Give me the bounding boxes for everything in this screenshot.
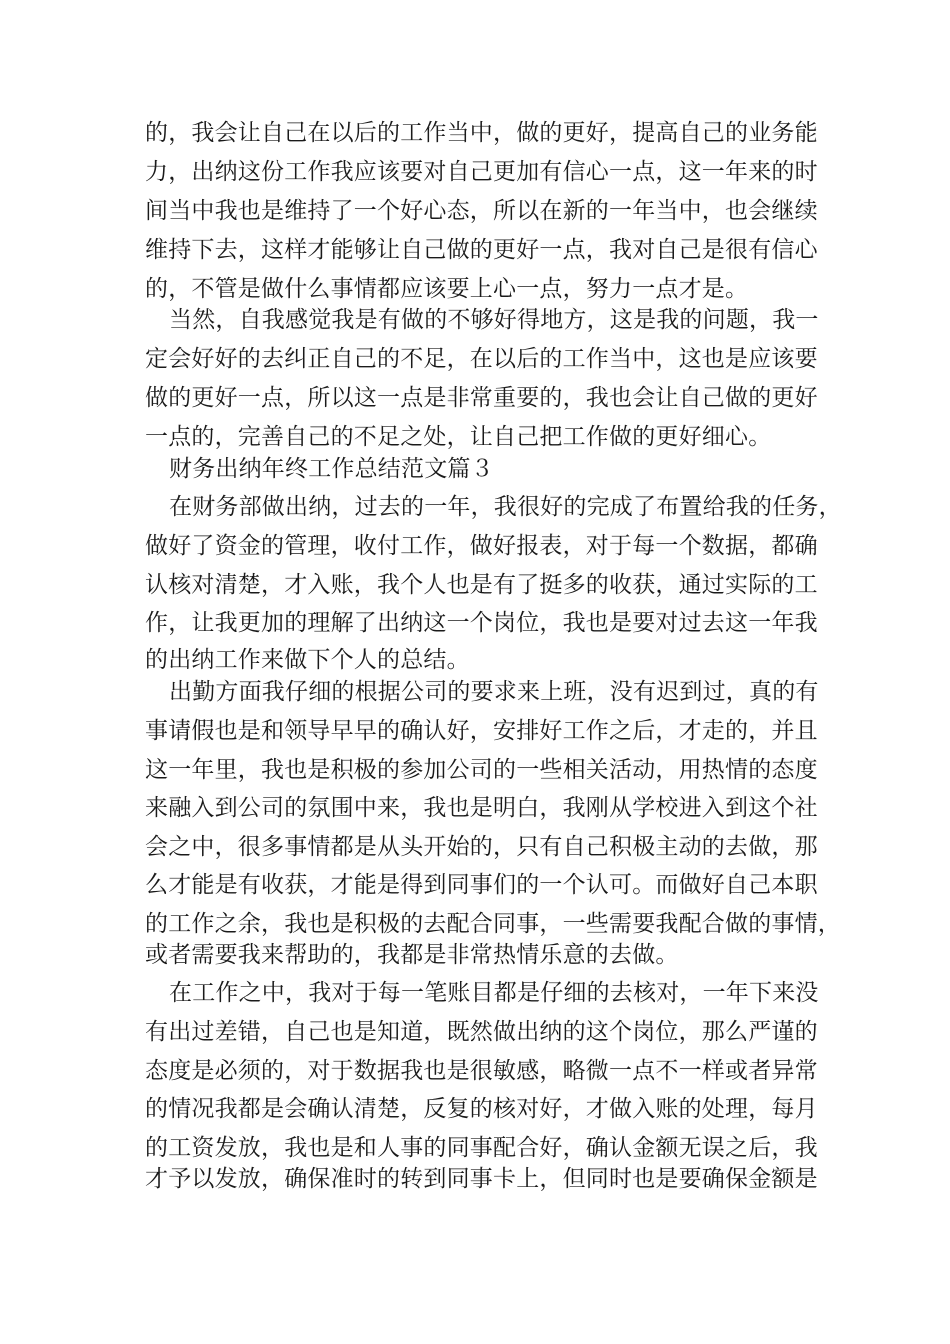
text-line: 事请假也是和领导早早的确认好，安排好工作之后，才走的，并且 xyxy=(145,718,818,744)
text-line: 才予以发放，确保准时的转到同事卡上，但同时也是要确保金额是 xyxy=(145,1166,818,1192)
text-line: 有出过差错，自己也是知道，既然做出纳的这个岗位，那么严谨的 xyxy=(145,1019,818,1045)
text-line: 做的更好一点，所以这一点是非常重要的，我也会让自己做的更好 xyxy=(145,385,818,411)
text-line: 来融入到公司的氛围中来，我也是明白，我刚从学校进入到这个社 xyxy=(145,795,818,821)
text-line: 的，我会让自己在以后的工作当中，做的更好，提高自己的业务能 xyxy=(145,120,818,146)
text-line: 做好了资金的管理，收付工作，做好报表，对于每一个数据，都确 xyxy=(145,533,818,559)
text-line: 力，出纳这份工作我应该要对自己更加有信心一点，这一年来的时 xyxy=(145,159,818,185)
text-line: 会之中，很多事情都是从头开始的，只有自己积极主动的去做，那 xyxy=(145,834,818,860)
text-line: 作，让我更加的理解了出纳这一个岗位，我也是要对过去这一年我 xyxy=(145,610,818,636)
text-line: 这一年里，我也是积极的参加公司的一些相关活动，用热情的态度 xyxy=(145,757,818,783)
text-line: 或者需要我来帮助的，我都是非常热情乐意的去做。 xyxy=(145,942,679,968)
text-line: 的出纳工作来做下个人的总结。 xyxy=(145,647,470,673)
text-line: 认核对清楚，才入账，我个人也是有了挺多的收获，通过实际的工 xyxy=(145,572,818,598)
text-line: 定会好好的去纠正自己的不足，在以后的工作当中，这也是应该要 xyxy=(145,346,818,372)
text-line: 间当中我也是维持了一个好心态，所以在新的一年当中，也会继续 xyxy=(145,198,818,224)
paragraph-start-line: 在工作之中，我对于每一笔账目都是仔细的去核对，一年下来没 xyxy=(169,980,819,1006)
text-line: 的工资发放，我也是和人事的同事配合好，确认金额无误之后，我 xyxy=(145,1135,818,1161)
text-line: 的情况我都是会确认清楚，反复的核对好，才做入账的处理，每月 xyxy=(145,1096,818,1122)
paragraph-start-line: 出勤方面我仔细的根据公司的要求来上班，没有迟到过，真的有 xyxy=(169,679,819,705)
text-line: 维持下去，这样才能够让自己做的更好一点，我对自己是很有信心 xyxy=(145,237,818,263)
text-line: 的工作之余，我也是积极的去配合同事，一些需要我配合做的事情， xyxy=(145,911,841,937)
paragraph-start-line: 当然，自我感觉我是有做的不够好得地方，这是我的问题，我一 xyxy=(169,307,819,333)
text-line: 的，不管是做什么事情都应该要上心一点，努力一点才是。 xyxy=(145,276,749,302)
section-heading: 财务出纳年终工作总结范文篇３ xyxy=(169,456,494,482)
paragraph-start-line: 在财务部做出纳，过去的一年，我很好的完成了布置给我的任务， xyxy=(169,494,842,520)
text-line: 一点的，完善自己的不足之处，让自己把工作做的更好细心。 xyxy=(145,424,772,450)
text-line: 么才能是有收获，才能是得到同事们的一个认可。而做好自己本职 xyxy=(145,872,818,898)
text-line: 态度是必须的，对于数据我也是很敏感，略微一点不一样或者异常 xyxy=(145,1058,818,1084)
